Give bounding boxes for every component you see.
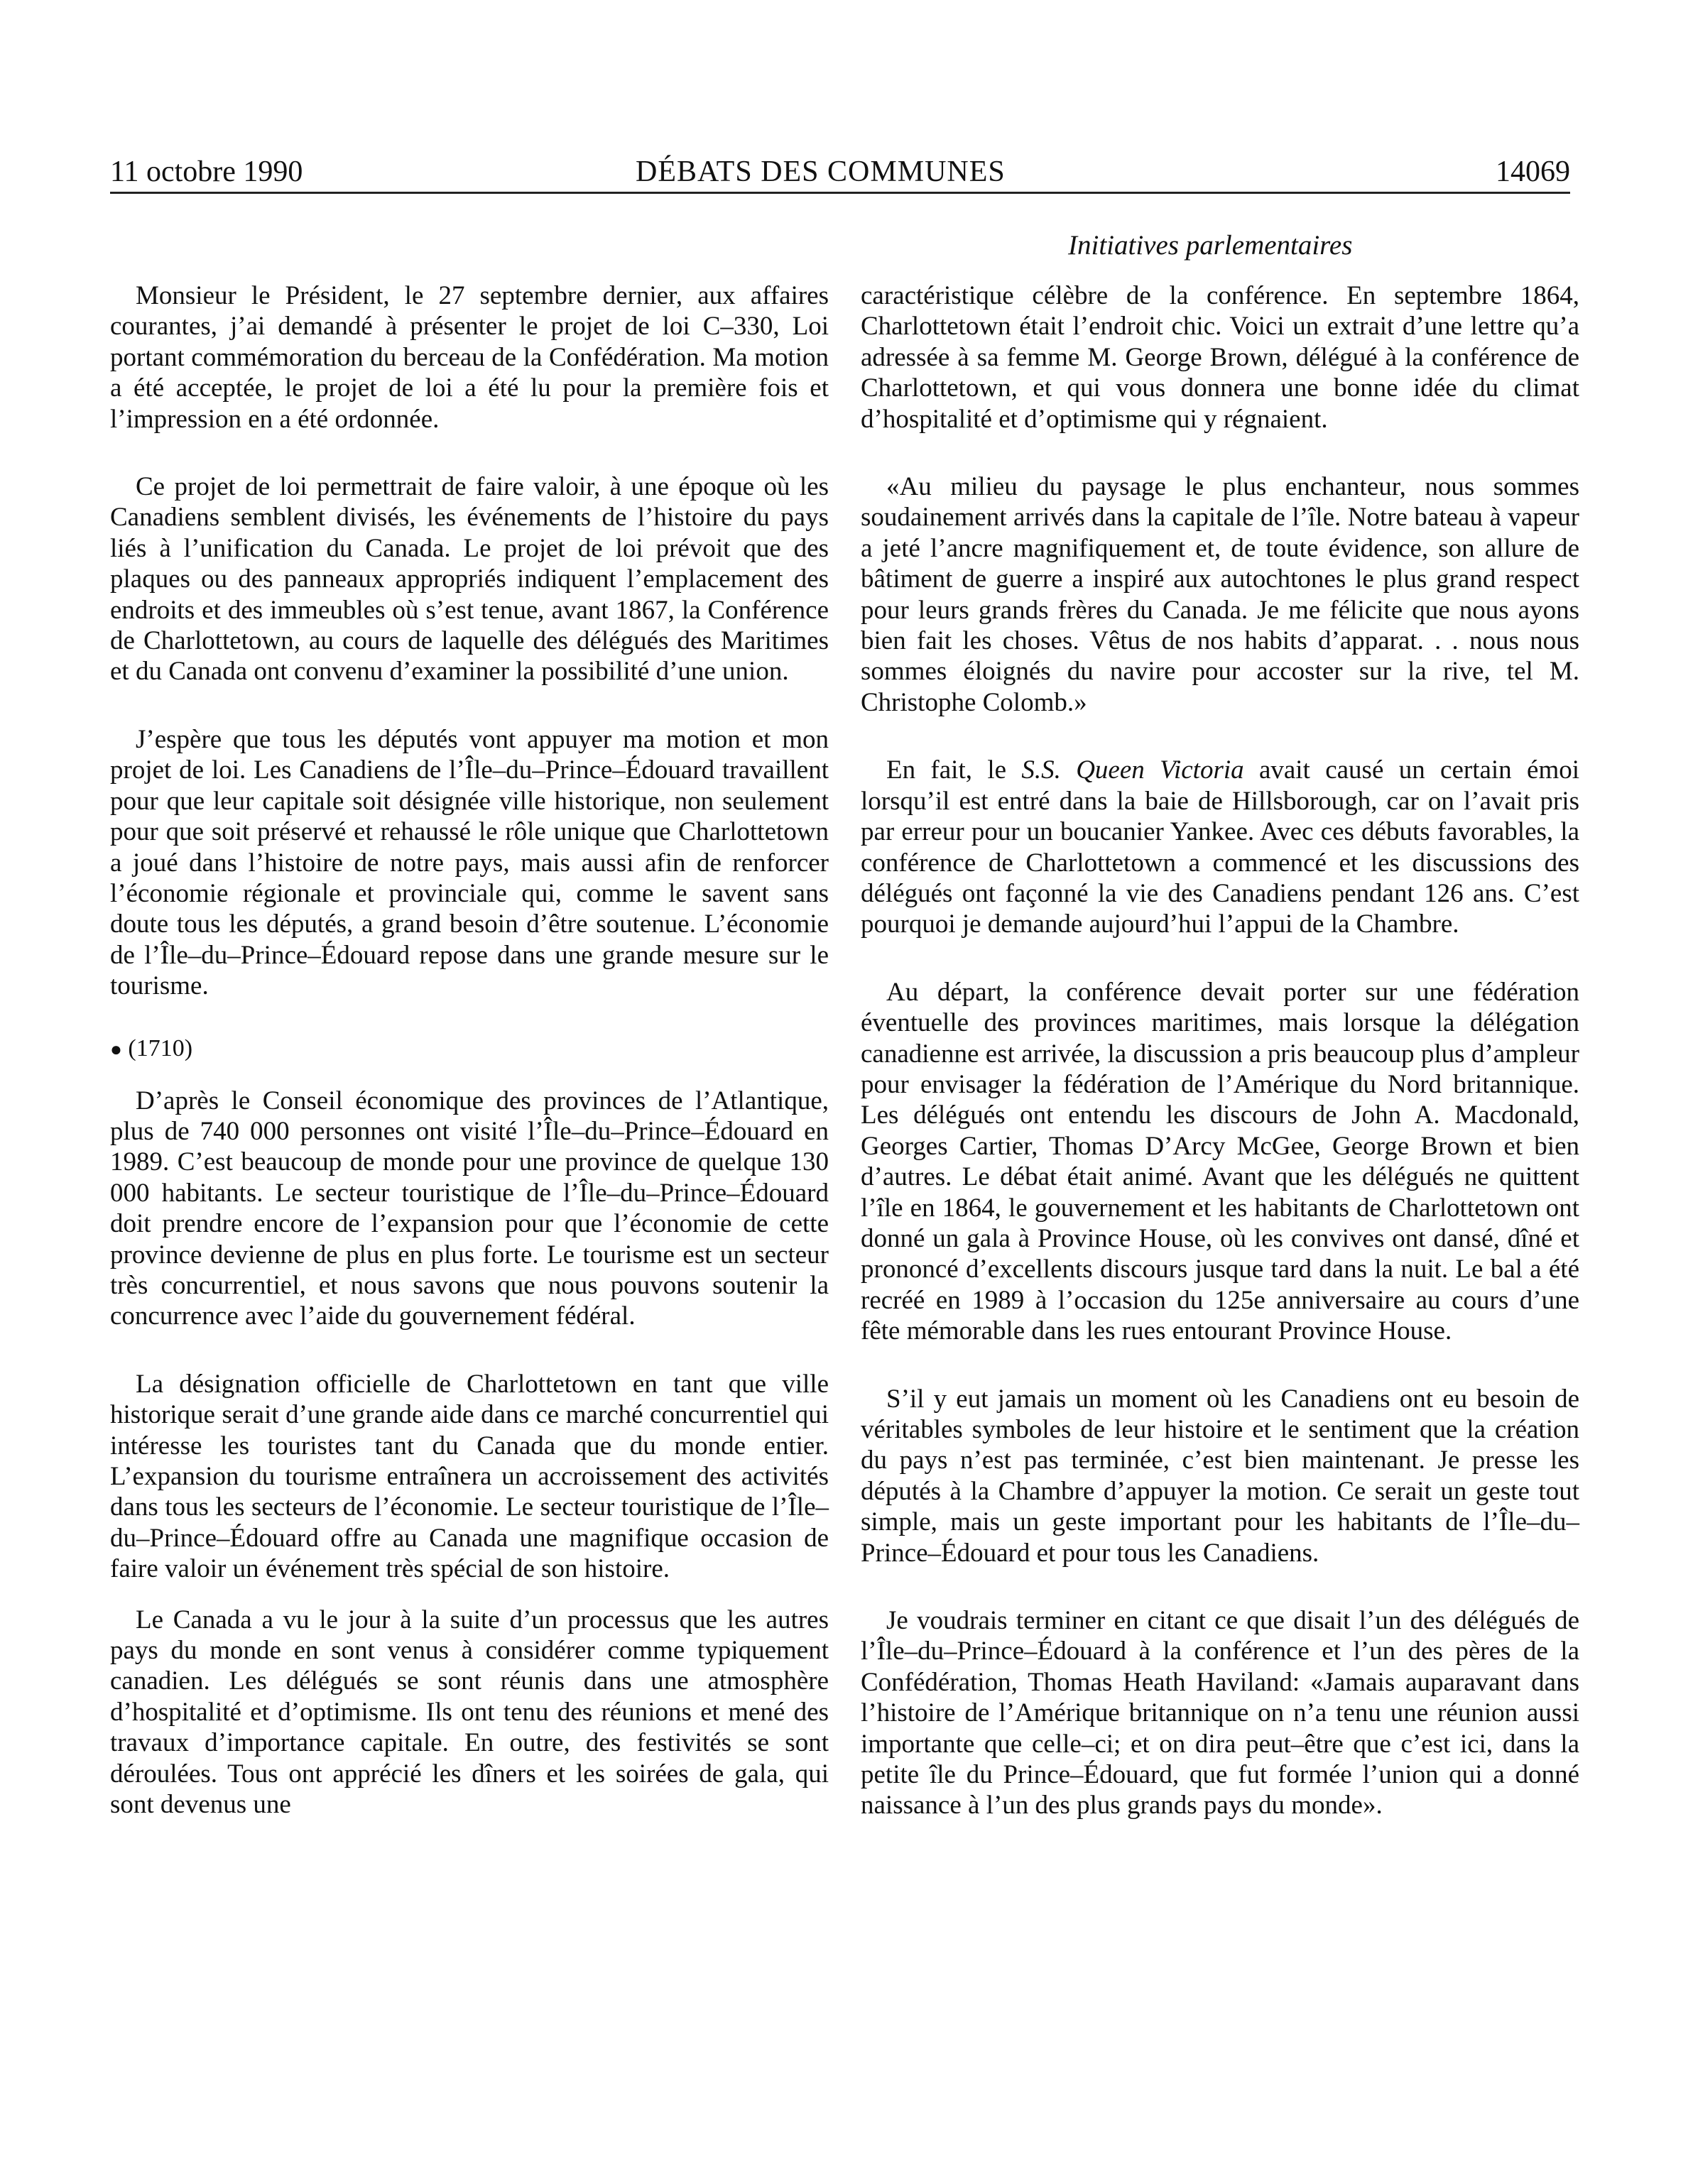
header-title: DÉBATS DES COMMUNES: [636, 155, 1006, 188]
ship-intro-text: En fait, le: [886, 755, 1022, 785]
paragraph-bill-purpose: Ce projet de loi permettrait de faire valoir, à une époque où les Canadiens semblent divisés, les événements de l’histoire du pays liés à l’unification du Canada. Le projet de loi prévoit que des plaques ou des panneaux appropriés indiquent l’emplacement des endroits et des immeubles où s’est tenue, avant 1867, la Conférence de Charlottetown, au cours de laquelle des délégués des Maritimes et du Canada ont convenu d’examiner la possibilité d’une union.: [110, 472, 829, 687]
time-marker-label: (1710): [128, 1034, 193, 1061]
bullet-icon: ●: [110, 1038, 122, 1061]
paragraph-support-appeal: J’espère que tous les députés vont appuyer ma motion et mon projet de loi. Les Canadiens de l’Île–du–Prince–Édouard travaillent pour que leur capitale soit désignée ville historique, non seulement pour que soit préservé et rehaussé le rôle unique que Charlottetown a joué dans l’histoire de notre pays, mais aussi afin de renforcer l’économie régionale et provinciale qui, comme le savent sans doute tous les députés, a grand besoin d’être soutenue. L’économie de l’Île–du–Prince–Édouard repose dans une grande mesure sur le tourisme.: [110, 724, 829, 1001]
ship-name: S.S. Queen Victoria: [1021, 755, 1244, 785]
header-date: 11 octobre 1990: [110, 155, 303, 188]
time-marker: [110, 1033, 829, 1066]
left-column: [110, 280, 829, 1820]
right-column: [861, 280, 1579, 1821]
page-header: [110, 152, 1570, 194]
paragraph-departure: Au départ, la conférence devait porter sur une fédération éventuelle des provinces maritimes, mais lorsque la délégation canadienne est arrivée, la discussion a pris beaucoup plus d’ampleur pour envisager la fédération de l’Amérique du Nord britannique. Les délégués ont entendu les discours de John A. Macdonald, Georges Cartier, Thomas D’Arcy McGee, George Brown et bien d’autres. Le débat était animé. Avant que les délégués ne quittent l’île en 1864, le gouvernement et les habitants de Charlottetown ont donné un gala à Province House, où les convives ont dansé, dîné et prononcé d’excellents discours jusque tard dans la nuit. Le bal a été recréé en 1989 à l’occasion du 125e anniversaire au cours d’une fête mémorable dans les rues entourant Province House.: [861, 977, 1579, 1346]
ship-rest-text: avait causé un certain émoi lorsqu’il est entré dans la baie de Hillsborough, car on l’avait pris par erreur pour un boucanier Yankee. Avec ces débuts favorables, la conférence de Charlottetown a commencé et les discussions des délégués ont façonné la vie des Canadiens pendant 126 ans. C’est pourquoi je demande aujourd’hui l’appui de la Chambre.: [861, 755, 1579, 939]
paragraph-closing-quote: Je voudrais terminer en citant ce que disait l’un des délégués de l’Île–du–Prince–Édouard à la conférence et l’un des pères de la Confédération, Thomas Heath Haviland: «Jamais auparavant dans l’histoire de l’Amérique britannique on n’a tenu une réunion aussi importante que celle–ci; et on dira peut–être que c’est ici, dans la petite île du Prince–Édouard, que fut formée l’union qui a donné naissance à l’un des plus grands pays du monde».: [861, 1606, 1579, 1820]
section-title: Initiatives parlementaires: [1068, 230, 1353, 261]
paragraph-continuation: caractéristique célèbre de la conférence. En septembre 1864, Charlottetown était l’endroit chic. Voici un extrait d’une lettre qu’a adressée à sa femme M. George Brown, délégué à la conférence de Charlottetown, et qui vous donnera une bonne idée du climat d’hospitalité et d’optimisme qui y régnaient.: [861, 281, 1579, 434]
paragraph-canada-process: Le Canada a vu le jour à la suite d’un processus que les autres pays du monde en sont venus à considérer comme typiquement canadien. Les délégués se sont réunis dans une atmosphère d’hospitalité et d’optimisme. Ils ont tenu des réunions et mené des travaux d’importance capitale. En outre, des festivités se sont déroulées. Tous ont apprécié les dîners et les soirées de gala, qui sont devenus une: [110, 1605, 829, 1820]
paragraph-moment: S’il y eut jamais un moment où les Canadiens ont eu besoin de véritables symboles de leur histoire et le sentiment que la création du pays n’est pas terminée, c’est bien maintenant. Je presse les députés à la Chambre d’appuyer la motion. Ce serait un geste tout simple, mais un geste important pour les habitants de l’Île–du–Prince–Édouard et pour tous les Canadiens.: [861, 1384, 1579, 1568]
paragraph-motion: Monsieur le Président, le 27 septembre dernier, aux affaires courantes, j’ai demandé à présenter le projet de loi C–330, Loi portant commémoration du berceau de la Confédération. Ma motion a été acceptée, le projet de loi a été lu pour la première fois et l’impression en a été ordonnée.: [110, 281, 829, 434]
header-page-number: 14069: [1496, 155, 1570, 188]
paragraph-brown-quote: «Au milieu du paysage le plus enchanteur, nous sommes soudainement arrivés dans la capitale de l’île. Notre bateau à vapeur a jeté l’ancre magnifiquement et, de toute évidence, son allure de bâtiment de guerre a inspiré aux autochtones le plus grand respect pour leurs grands frères du Canada. Je me félicite que nous ayons bien fait les choses. Vêtus de nos habits d’apparat. . . nous nous sommes éloignés du navire pour accoster sur la rive, tel M. Christophe Colomb.»: [861, 472, 1579, 717]
paragraph-designation: La désignation officielle de Charlottetown en tant que ville historique serait d’une grande aide dans ce marché concurrentiel qui intéresse les touristes tant du Canada que du monde entier. L’expansion du tourisme entraînera un accroissement des activités dans tous les secteurs de l’économie. Le secteur touristique de l’Île–du–Prince–Édouard offre au Canada une magnifique occasion de faire valoir un événement très spécial de son histoire.: [110, 1369, 829, 1584]
paragraph-queen-victoria: [861, 755, 1579, 939]
paragraph-tourism-stats: D’après le Conseil économique des provinces de l’Atlantique, plus de 740 000 personnes ont visité l’Île–du–Prince–Édouard en 1989. C’est beaucoup de monde pour une province de quelque 130 000 habitants. Le secteur touristique de l’Île–du–Prince–Édouard doit prendre encore de l’expansion pour que l’économie de cette province devienne de plus en plus forte. Le tourisme est un secteur très concurrentiel, et nous savons que nous pouvons soutenir la concurrence avec l’aide du gouvernement fédéral.: [110, 1086, 829, 1331]
